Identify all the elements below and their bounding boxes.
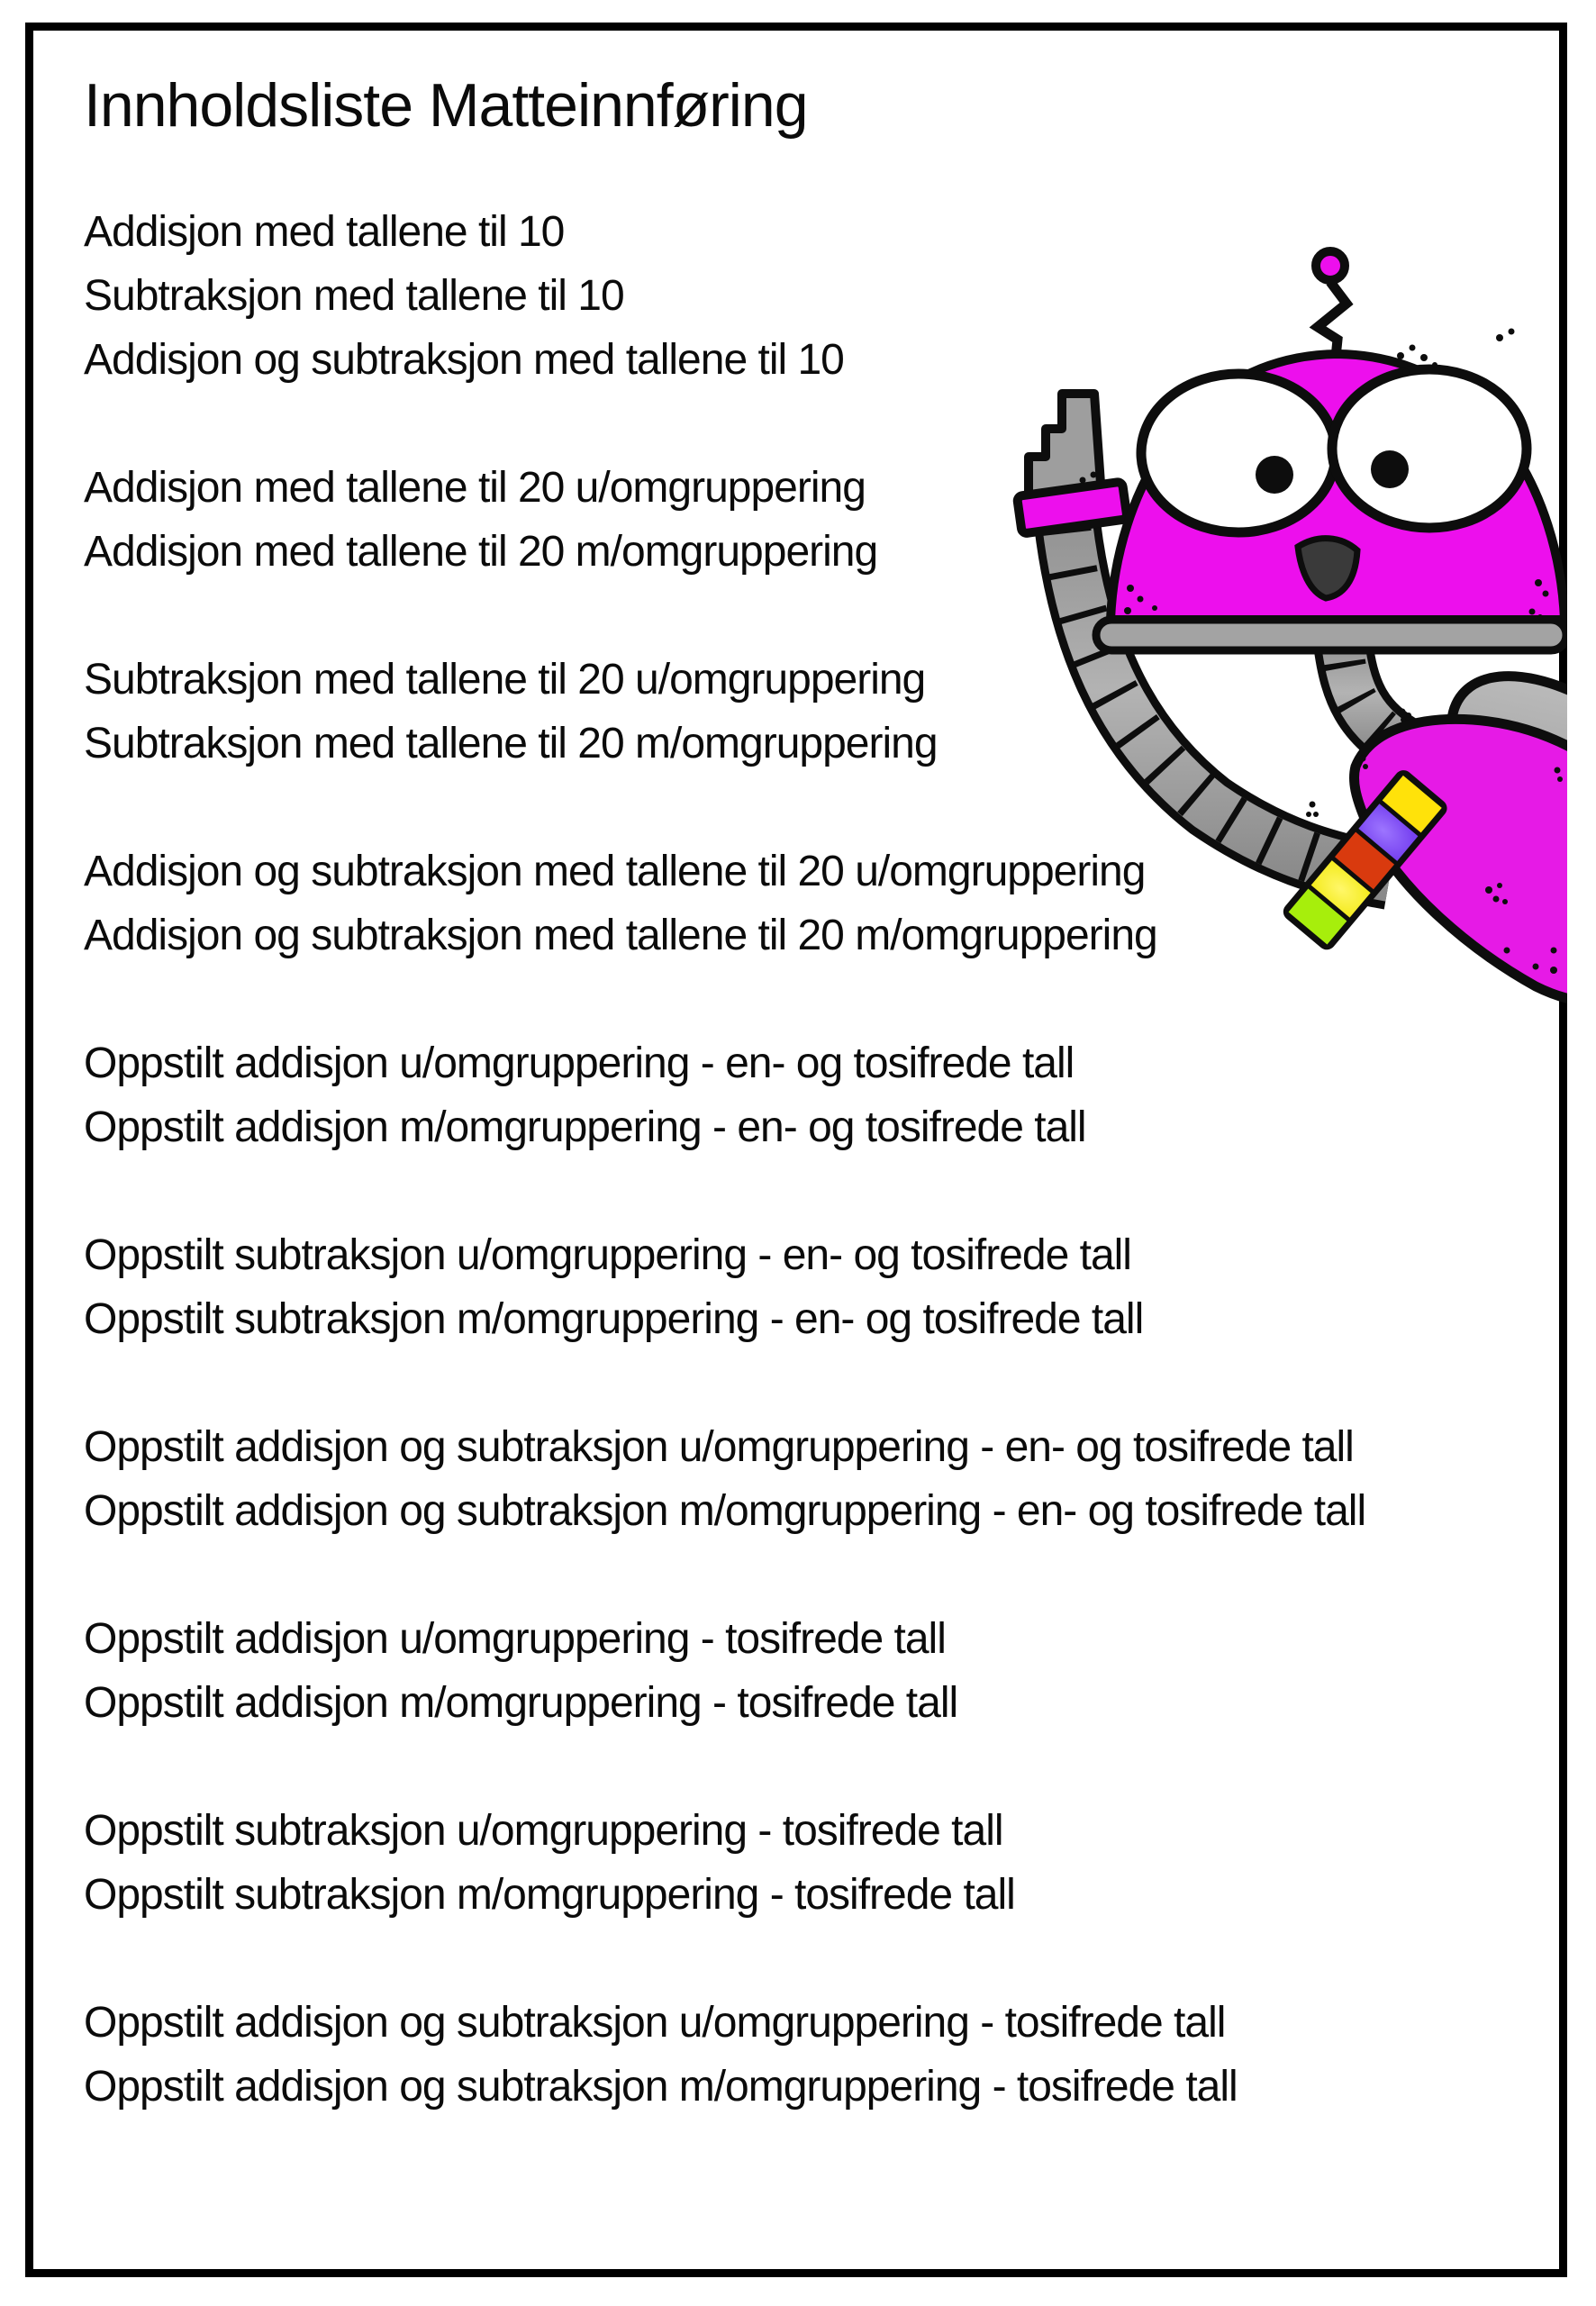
robot-pupil-left (1256, 456, 1293, 494)
list-item: Oppstilt addisjon og subtraksjon m/omgruppering - tosifrede tall (84, 2063, 1238, 2111)
list-item: Oppstilt addisjon og subtraksjon m/omgruppering - en- og tosifrede tall (84, 1487, 1366, 1535)
robot-brim-icon (1096, 620, 1566, 650)
list-group (84, 1223, 1543, 1351)
list-item: Oppstilt addisjon u/omgruppering - tosifrede tall (84, 1615, 946, 1663)
page-title: Innholdsliste Matteinnføring (84, 71, 808, 140)
list-item: Subtraksjon med tallene til 20 u/omgruppering (84, 656, 926, 704)
list-item: Subtraksjon med tallene til 10 (84, 272, 624, 320)
list-item: Addisjon og subtraksjon med tallene til 20 m/omgruppering (84, 912, 1157, 959)
list-group (84, 1991, 1543, 2119)
list-item: Addisjon og subtraksjon med tallene til 20 u/omgruppering (84, 848, 1146, 895)
list-item: Oppstilt addisjon u/omgruppering - en- og tosifrede tall (84, 1040, 1075, 1087)
list-item: Oppstilt subtraksjon u/omgruppering - tosifrede tall (84, 1807, 1003, 1855)
list-item: Subtraksjon med tallene til 20 m/omgruppering (84, 720, 938, 767)
list-item: Oppstilt addisjon m/omgruppering - tosifrede tall (84, 1679, 958, 1727)
list-item: Addisjon og subtraksjon med tallene til 10 (84, 336, 844, 384)
page-content (33, 31, 1567, 2269)
list-item: Oppstilt subtraksjon m/omgruppering - en- og tosifrede tall (84, 1295, 1144, 1343)
robot-hand-icon (1029, 394, 1102, 496)
list-item: Addisjon med tallene til 20 m/omgruppering (84, 528, 878, 576)
robot-illustration-icon (995, 230, 1567, 1040)
list-group (84, 1607, 1543, 1735)
list-item: Addisjon med tallene til 10 (84, 208, 565, 256)
list-group (84, 1031, 1543, 1159)
list-item: Oppstilt subtraksjon m/omgruppering - tosifrede tall (84, 1871, 1015, 1919)
robot-antenna-icon (1316, 251, 1347, 358)
list-group (84, 1799, 1543, 1927)
list-item: Addisjon med tallene til 20 u/omgruppering (84, 464, 866, 512)
list-item: Oppstilt addisjon m/omgruppering - en- og tosifrede tall (84, 1103, 1086, 1151)
list-item: Oppstilt addisjon og subtraksjon u/omgruppering - en- og tosifrede tall (84, 1423, 1354, 1471)
list-item: Oppstilt subtraksjon u/omgruppering - en- og tosifrede tall (84, 1231, 1131, 1279)
list-item: Oppstilt addisjon og subtraksjon u/omgruppering - tosifrede tall (84, 1999, 1226, 2047)
list-group (84, 1415, 1543, 1543)
robot-pupil-right (1371, 450, 1409, 488)
